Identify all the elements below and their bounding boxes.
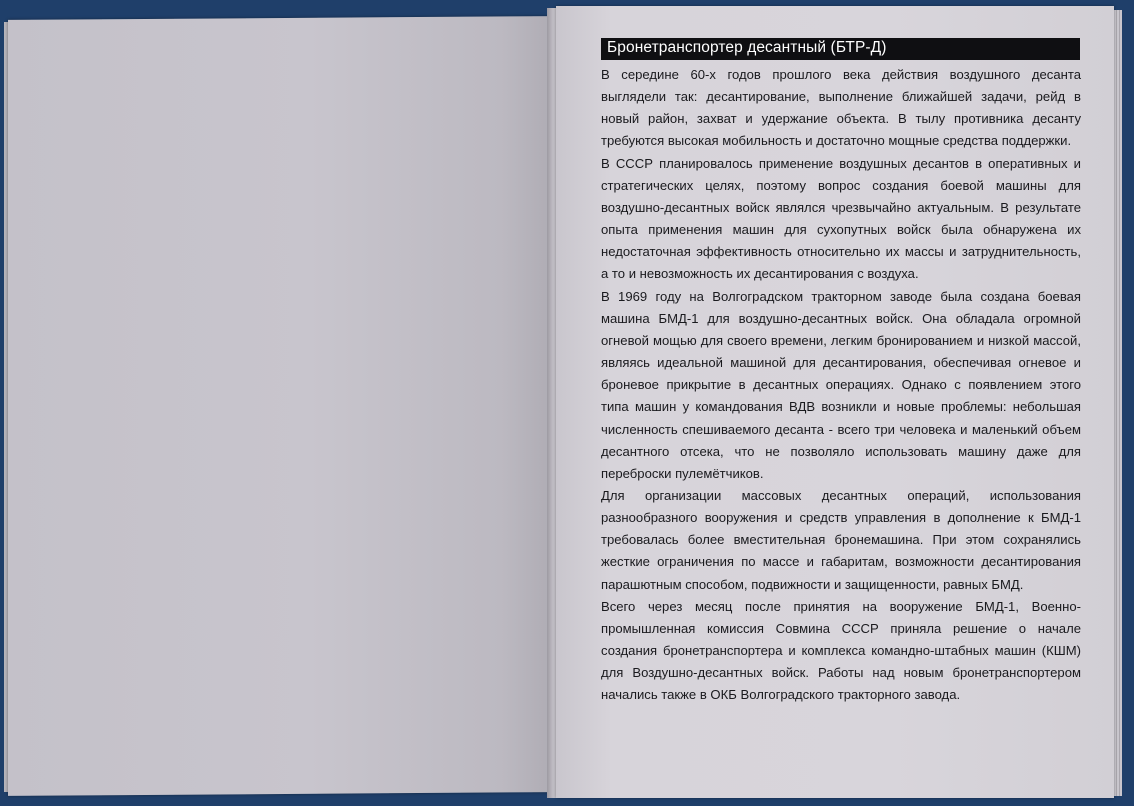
page-title: Бронетранспортер десантный (БТР-Д)	[607, 39, 887, 56]
paragraph-3: В 1969 году на Волгоградском тракторном заводе была создана боевая машина БМД-1 для воздушно-десантных войск. Она обладала огромной огневой мощью для своего времени, легким бронированием и низкой массой, являясь идеальной машиной для десантирования, обеспечивая огневое и броневое прикрытие в десантных операциях. Однако с появлением этого типа машин у командования ВДВ возникли и новые проблемы: небольшая численность спешиваемого десанта - всего три человека и маленький объем десантного отсека, что не позволяло использовать машину даже для переброски пулемётчиков.	[601, 288, 1081, 481]
paragraph-1: В середине 60-х годов прошлого века действия воздушного десанта выглядели так: десантирование, выполнение ближайшей задачи, рейд в новый район, захват и удержание объекта. В тылу противника десанту требуются высокая мобильность и достаточно мощные средства поддержки.	[601, 67, 1081, 149]
paragraph-5: Всего через месяц после принятия на вооружение БМД-1, Военно-промышленная комиссия Совмина СССР приняла решение о начале создания бронетранспортера и комплекса командно-штабных машин (КШМ) для Воздушно-десантных войск. Работы над новым бронетранспортером начались также в ОКБ Волгоградского тракторного завода.	[601, 598, 1081, 703]
left-page-blank	[8, 16, 556, 796]
paragraph-4: Для организации массовых десантных операций, использования разнообразного вооружения и средств управления в дополнение к БМД-1 требовалась более вместительная бронемашина. При этом сохранялись жесткие ограничения по массе и габаритам, возможности десантирования парашютным способом, подвижности и защищенности, равных БМД.	[601, 487, 1081, 592]
paragraph-2: В СССР планировалось применение воздушных десантов в оперативных и стратегических целях, поэтому вопрос создания боевой машины для воздушно-десантных войск являлся чрезвычайно актуальным. В результате опыта применения машин для сухопутных войск была обнаружена их недостаточная эффективность относительно их массы и затруднительность, а то и невозможность их десантирования с воздуха.	[601, 155, 1081, 282]
title-bar	[601, 38, 1080, 60]
article-body	[601, 64, 1081, 707]
